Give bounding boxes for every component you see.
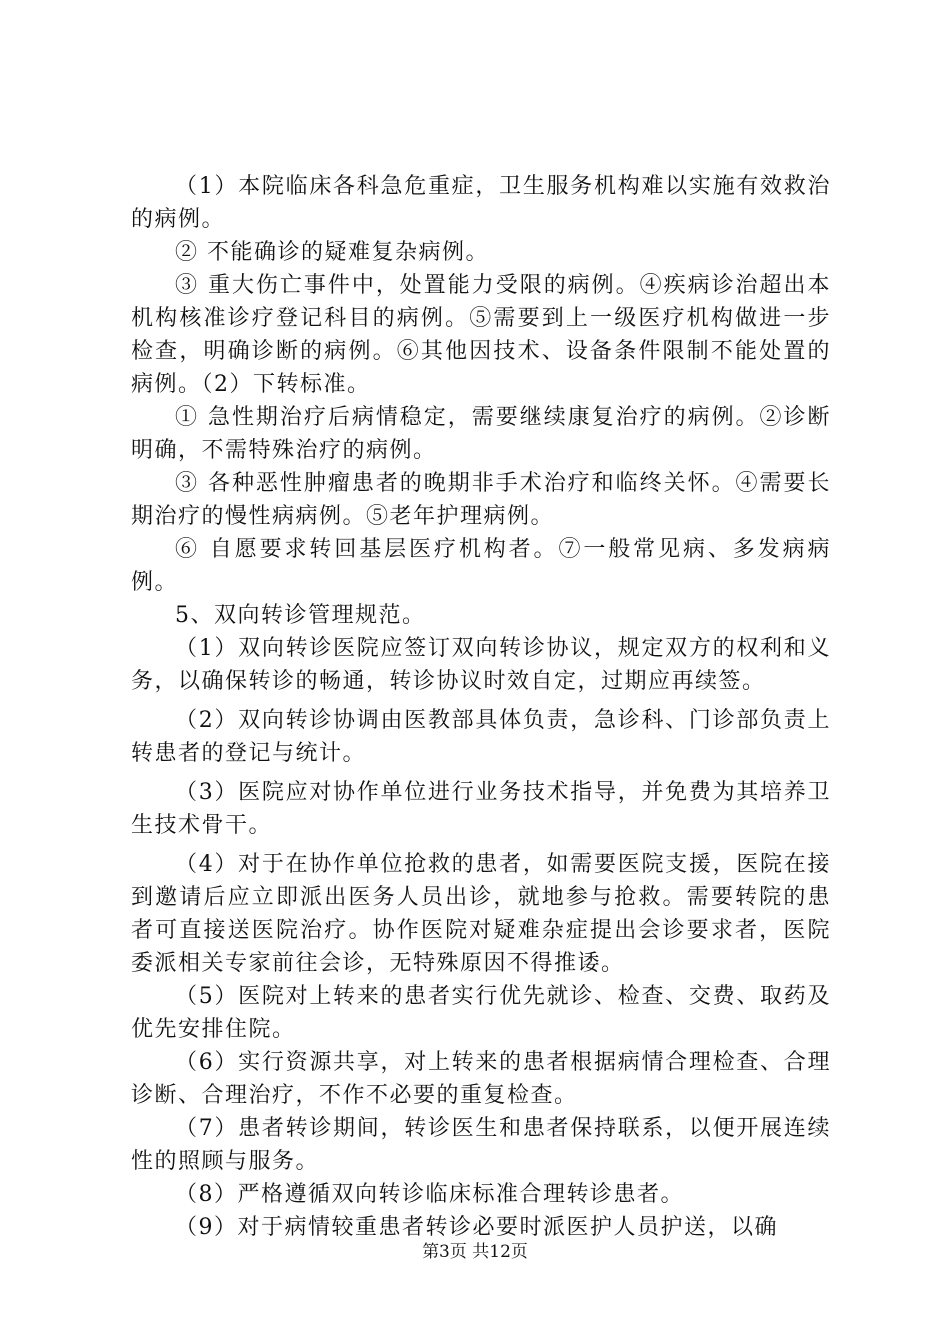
document-body — [131, 170, 831, 1244]
paragraph-9: （2）双向转诊协调由医教部具体负责，急诊科、门诊部负责上转患者的登记与统计。 — [131, 708, 831, 766]
paragraph-3: ③ 重大伤亡事件中，处置能力受限的病例。④疾病诊治超出本机构核准诊疗登记科目的病例。⑤需要到上一级医疗机构做进一步检查，明确诊断的病例。⑥其他因技术、设备条件限制不能处置的病例。（2）下转标准。 — [131, 273, 831, 397]
paragraph-5: ③ 各种恶性肿瘤患者的晚期非手术治疗和临终关怀。④需要长期治疗的慢性病病例。⑤老年护理病例。 — [131, 471, 831, 529]
paragraph-4: ① 急性期治疗后病情稳定，需要继续康复治疗的病例。②诊断明确，不需特殊治疗的病例。 — [131, 405, 831, 463]
paragraph-8: （1）双向转诊医院应签订双向转诊协议，规定双方的权利和义务，以确保转诊的畅通，转诊协议时效自定，过期应再续签。 — [131, 636, 831, 694]
paragraph-15: （8）严格遵循双向转诊临床标准合理转诊患者。 — [175, 1182, 684, 1207]
page-number-footer: 第3页 共12页 — [422, 1242, 528, 1262]
paragraph-11: （4）对于在协作单位抢救的患者，如需要医院支援，医院在接到邀请后应立即派出医务人员出诊，就地参与抢救。需要转院的患者可直接送医院治疗。协作医院对疑难杂症提出会诊要求者，医院委派相关专家前往会诊，无特殊原因不得推诿。 — [131, 852, 831, 976]
paragraph-13: （6）实行资源共享，对上转来的患者根据病情合理检查、合理诊断、合理治疗，不作不必要的重复检查。 — [131, 1050, 831, 1108]
paragraph-14: （7）患者转诊期间，转诊医生和患者保持联系，以便开展连续性的照顾与服务。 — [131, 1116, 831, 1174]
paragraph-6: ⑥ 自愿要求转回基层医疗机构者。⑦一般常见病、多发病病例。 — [131, 537, 831, 595]
paragraph-2: ② 不能确诊的疑难复杂病例。 — [175, 240, 489, 265]
section-heading: 5、双向转诊管理规范。 — [175, 603, 426, 628]
paragraph-10: （3）医院应对协作单位进行业务技术指导，并免费为其培养卫生技术骨干。 — [131, 780, 831, 838]
paragraph-1: （1）本院临床各科急危重症，卫生服务机构难以实施有效救治的病例。 — [131, 174, 831, 232]
paragraph-16: （9）对于病情较重患者转诊必要时派医护人员护送，以确 — [175, 1215, 778, 1240]
paragraph-12: （5）医院对上转来的患者实行优先就诊、检查、交费、取药及优先安排住院。 — [131, 984, 831, 1042]
